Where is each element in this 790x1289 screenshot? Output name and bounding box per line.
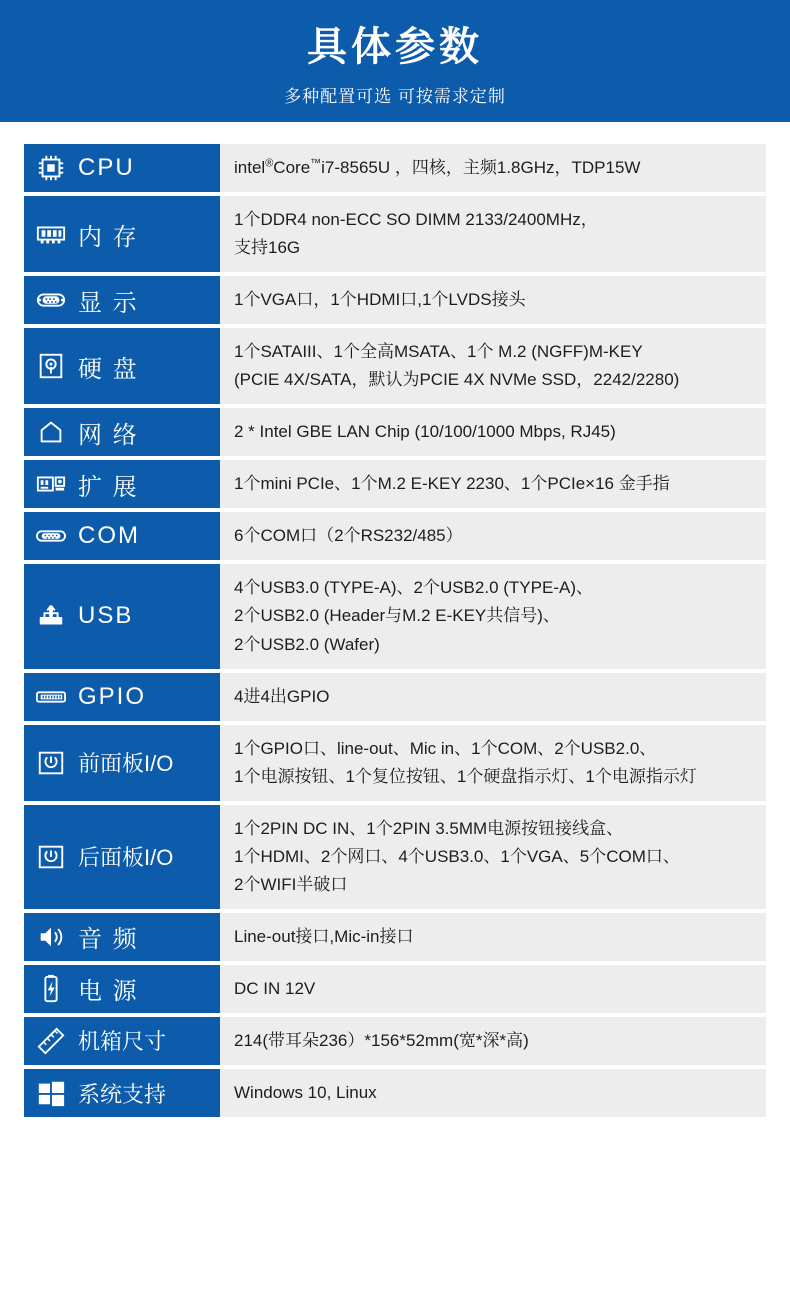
spec-row	[24, 408, 766, 456]
spec-value-line: 1个电源按钮、1个复位按钮、1个硬盘指示灯、1个电源指示灯	[234, 766, 697, 786]
spec-row	[24, 1017, 766, 1065]
spec-row	[24, 965, 766, 1013]
spec-value-cell	[220, 725, 766, 801]
spec-value-line: 1个HDMI、2个网口、4个USB3.0、1个VGA、5个COM口、	[234, 846, 680, 866]
spec-value-cell	[220, 805, 766, 909]
spec-label-cell	[24, 1017, 220, 1065]
spec-value-cell	[220, 276, 766, 324]
spec-label-cell	[24, 408, 220, 456]
spec-label-text: COM	[78, 522, 140, 550]
spec-label-text: USB	[78, 602, 134, 630]
spec-value-line: intel®Core™i7-8565U ，四核，主频1.8GHz，TDP15W	[234, 157, 641, 177]
spec-value-line: 4进4出GPIO	[234, 686, 330, 706]
spec-value-cell	[220, 1017, 766, 1065]
spec-row	[24, 725, 766, 801]
spec-label-cell	[24, 1069, 220, 1117]
spec-label-text: 硬 盘	[78, 355, 139, 383]
page-header	[0, 0, 790, 122]
spec-value-cell	[220, 564, 766, 668]
spec-value-cell	[220, 408, 766, 456]
page-subtitle: 多种配置可选 可按需求定制	[284, 87, 506, 106]
windows-logo-icon	[34, 1078, 68, 1108]
spec-value-line: 1个VGA口，1个HDMI口,1个LVDS接头	[234, 290, 526, 310]
spec-value-line: 支持16G	[234, 238, 301, 258]
spec-label-cell	[24, 725, 220, 801]
spec-value-cell	[220, 196, 766, 272]
spec-label-text: 电 源	[78, 978, 139, 1006]
spec-label-cell	[24, 144, 220, 192]
spec-value-line: DC IN 12V	[234, 978, 316, 998]
spec-label-text: 机箱尺寸	[78, 1029, 167, 1055]
spec-row	[24, 564, 766, 668]
speaker-audio-icon	[34, 922, 68, 952]
rear-panel-icon	[34, 842, 68, 872]
spec-value-line: 2个USB2.0 (Header与M.2 E-KEY共信号)、	[234, 606, 560, 626]
spec-label-text: 网 络	[78, 421, 139, 449]
spec-label-text: 后面板I/O	[78, 845, 174, 871]
spec-row	[24, 913, 766, 961]
spec-value-line: 2个USB2.0 (Wafer)	[234, 634, 380, 654]
spec-value-line: 1个mini PCIe、1个M.2 E-KEY 2230、1个PCIe×16 金手指	[234, 474, 670, 494]
spec-row	[24, 512, 766, 560]
spec-value-cell	[220, 460, 766, 508]
spec-label-cell	[24, 196, 220, 272]
spec-table-wrapper	[0, 122, 790, 1131]
vga-display-icon	[34, 285, 68, 315]
spec-label-text: 扩 展	[78, 473, 139, 501]
spec-label-cell	[24, 276, 220, 324]
spec-value-cell	[220, 144, 766, 192]
spec-value-cell	[220, 328, 766, 404]
spec-label-text: 前面板I/O	[78, 751, 174, 777]
spec-value-cell	[220, 913, 766, 961]
cpu-chip-icon	[34, 153, 68, 183]
spec-row	[24, 328, 766, 404]
memory-module-icon	[34, 219, 68, 249]
spec-label-text: 显 示	[78, 289, 139, 317]
spec-label-text: GPIO	[78, 682, 147, 710]
spec-label-text: 音 频	[78, 926, 139, 954]
spec-table	[24, 140, 766, 1121]
serial-port-icon	[34, 521, 68, 551]
spec-label-cell	[24, 328, 220, 404]
spec-value-line: 2个WIFI半破口	[234, 874, 348, 894]
spec-row	[24, 1069, 766, 1117]
spec-value-line: Line-out接口,Mic-in接口	[234, 926, 414, 946]
gpio-connector-icon	[34, 682, 68, 712]
spec-row	[24, 805, 766, 909]
spec-row	[24, 276, 766, 324]
network-icon	[34, 417, 68, 447]
spec-label-cell	[24, 564, 220, 668]
spec-label-cell	[24, 805, 220, 909]
spec-label-text: 内 存	[78, 223, 139, 251]
spec-value-line: 4个USB3.0 (TYPE-A)、2个USB2.0 (TYPE-A)、	[234, 578, 593, 598]
spec-row	[24, 460, 766, 508]
spec-value-line: (PCIE 4X/SATA，默认为PCIE 4X NVMe SSD，2242/2280)	[234, 370, 680, 390]
page-title: 具体参数	[307, 25, 483, 69]
spec-value-line: 2 * Intel GBE LAN Chip (10/100/1000 Mbps, RJ45)	[234, 422, 616, 442]
spec-value-line: Windows 10, Linux	[234, 1082, 377, 1102]
front-panel-icon	[34, 748, 68, 778]
hard-disk-icon	[34, 351, 68, 381]
spec-label-text: 系统支持	[78, 1081, 167, 1107]
spec-row	[24, 673, 766, 721]
power-battery-icon	[34, 974, 68, 1004]
spec-value-cell	[220, 965, 766, 1013]
spec-value-line: 1个SATAIII、1个全高MSATA、1个 M.2 (NGFF)M-KEY	[234, 342, 643, 362]
expansion-slot-icon	[34, 469, 68, 499]
spec-label-cell	[24, 913, 220, 961]
spec-label-cell	[24, 965, 220, 1013]
spec-row	[24, 144, 766, 192]
spec-value-cell	[220, 673, 766, 721]
ruler-size-icon	[34, 1026, 68, 1056]
spec-value-line: 214(带耳朵236）*156*52mm(宽*深*高)	[234, 1030, 529, 1050]
usb-icon	[34, 601, 68, 631]
spec-value-line: 1个GPIO口、line-out、Mic in、1个COM、2个USB2.0、	[234, 738, 657, 758]
spec-value-cell	[220, 1069, 766, 1117]
spec-label-cell	[24, 673, 220, 721]
spec-value-line: 1个DDR4 non-ECC SO DIMM 2133/2400MHz，	[234, 210, 598, 230]
spec-row	[24, 196, 766, 272]
spec-value-cell	[220, 512, 766, 560]
spec-label-cell	[24, 512, 220, 560]
spec-value-line: 1个2PIN DC IN、1个2PIN 3.5MM电源按钮接线盒、	[234, 818, 624, 838]
spec-label-text: CPU	[78, 154, 135, 182]
spec-label-cell	[24, 460, 220, 508]
spec-value-line: 6个COM口（2个RS232/485）	[234, 526, 463, 546]
